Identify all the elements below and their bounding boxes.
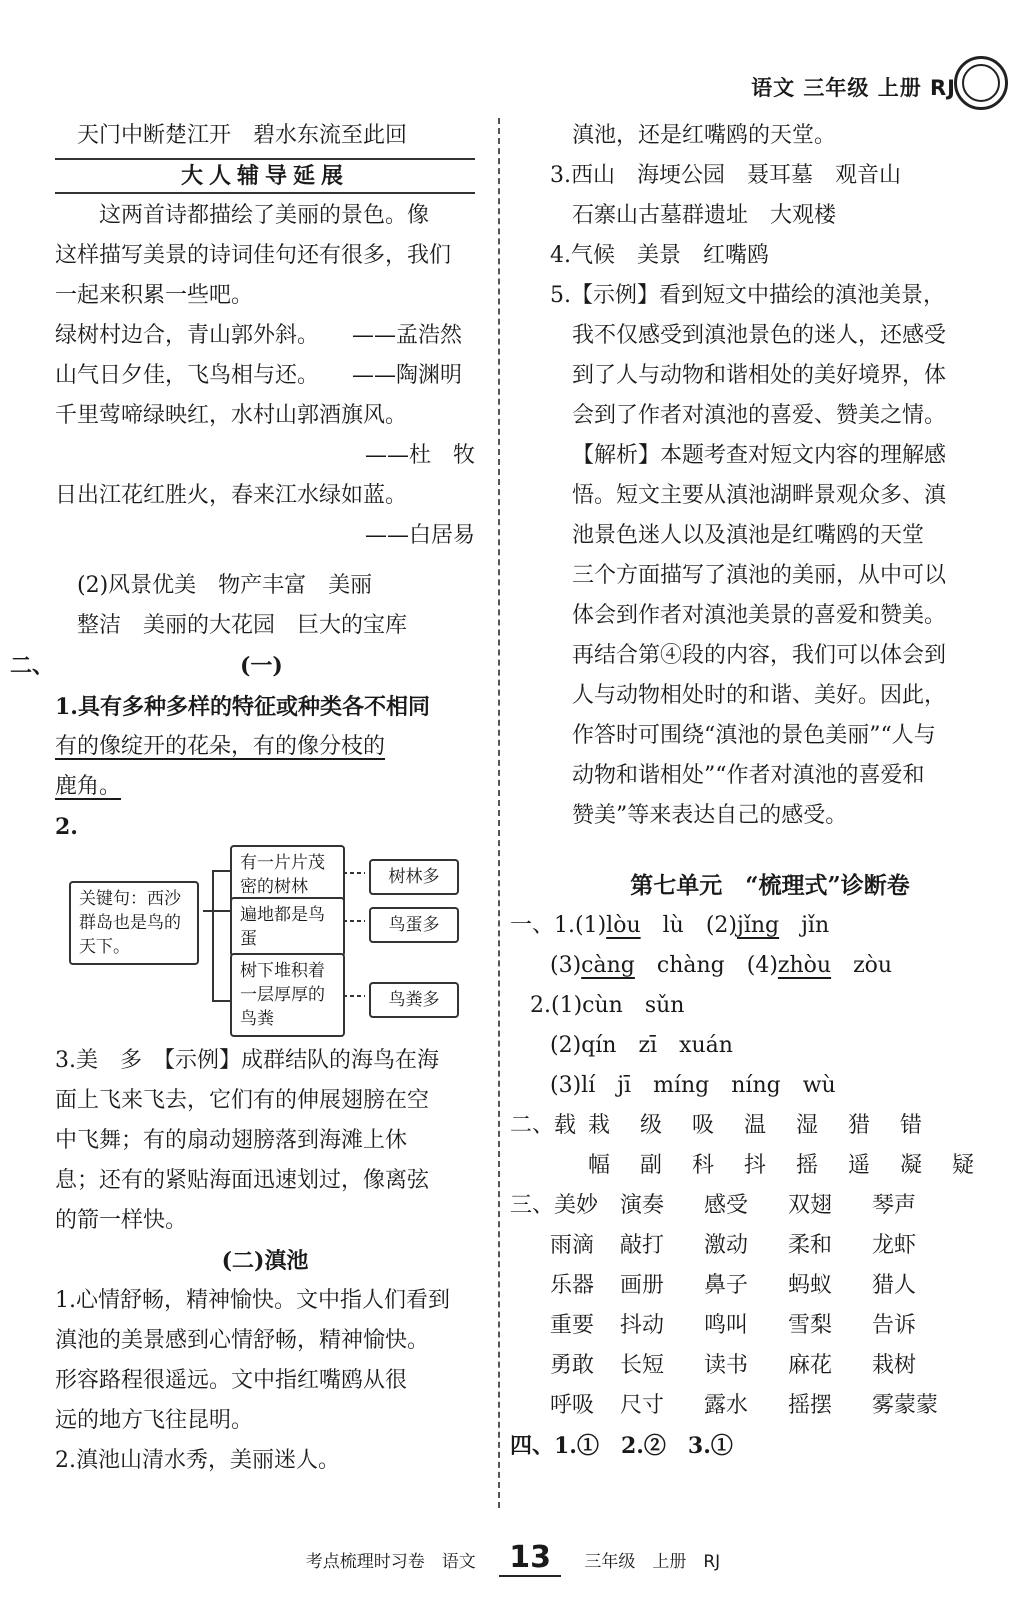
answer-line: 1.具有多种多样的特征或种类各不相同	[55, 694, 430, 720]
answer-line: 石寨山古墓群遗址 大观楼	[572, 203, 837, 228]
result-box: 鸟粪多	[369, 982, 459, 1018]
key-sentence-box: 关键句：西沙群岛也是鸟的天下。	[69, 881, 199, 965]
answer-line: 1.心情舒畅，精神愉快。文中指人们看到	[55, 1288, 450, 1313]
right-column	[510, 116, 990, 1466]
result-box: 鸟蛋多	[369, 907, 459, 943]
word-row: 三、美妙 演奏 感受 双翅 琴声	[510, 1193, 917, 1218]
answer-line: 2.滇池山清水秀，美丽迷人。	[55, 1448, 340, 1473]
answer-line: 到了人与动物和谐相处的美好境界，体	[572, 363, 947, 388]
detail-box: 树下堆积着一层厚厚的鸟粪	[230, 953, 345, 1037]
footer-right: 三年级 上册 RJ	[584, 1552, 721, 1572]
quote-author: ——杜 牧	[364, 443, 475, 468]
analysis-line: 作答时可围绕“滇池的景色美丽”“人与	[572, 723, 936, 748]
detail-box: 遍地都是鸟蛋	[230, 897, 345, 957]
section-bar-title: 大人辅导延展	[55, 156, 475, 196]
answer-line: 滇池，还是红嘴鸥的天堂。	[572, 123, 837, 148]
quote-author: ——白居易	[364, 523, 475, 548]
pinyin-line: (3)càng chàng (4)zhòu zòu	[550, 953, 893, 978]
footer-left: 考点梳理时习卷 语文	[305, 1552, 476, 1572]
char-row: 幅 副 科 抖 摇 遥 凝 疑	[588, 1153, 975, 1178]
quote-line: 绿树村边合，青山郭外斜。 ——孟浩然	[55, 323, 463, 348]
analysis-line: 赞美”等来表达自己的感受。	[572, 803, 848, 828]
answer-line: 滇池的美景感到心情舒畅，精神愉快。	[55, 1328, 430, 1353]
pinyin-line: (2)qín zī xuán	[550, 1033, 733, 1058]
pinyin-line: 2.(1)cùn sǔn	[530, 993, 685, 1018]
answer-line: 整洁 美丽的大花园 巨大的宝库	[77, 613, 408, 638]
para-line: 这样描写美景的诗词佳句还有很多，我们	[55, 243, 452, 268]
analysis-line: 体会到作者对滇池美景的喜爱和赞美。	[572, 603, 947, 628]
answer-number: 2.	[55, 814, 78, 840]
detail-box: 有一片片茂密的树林	[230, 845, 345, 905]
section-heading: 二、 (一)	[10, 653, 283, 679]
word-row: 乐器 画册 鼻子 蚂蚁 猎人	[550, 1273, 917, 1298]
analysis-line: 人与动物相处时的和谐、美好。因此，	[572, 683, 947, 708]
analysis-line: 再结合第④段的内容，我们可以体会到	[572, 643, 947, 668]
quote-line: 日出江花红胜火，春来江水绿如蓝。	[55, 483, 408, 508]
answer-line: 远的地方飞往昆明。	[55, 1408, 254, 1433]
answer-line: 4.气候 美景 红嘴鸥	[550, 243, 769, 268]
pinyin-line: (3)lí jī míng níng wù	[550, 1073, 836, 1098]
analysis-line: 悟。短文主要从滇池湖畔景观众多、滇	[572, 483, 947, 508]
quote-line: 千里莺啼绿映红，水村山郭酒旗风。	[55, 403, 408, 428]
answer-line: 5.【示例】看到短文中描绘的滇池美景，	[550, 283, 945, 308]
result-box: 树林多	[369, 859, 459, 895]
poem-line: 天门中断楚江开 碧水东流至此回	[77, 123, 408, 148]
answer-line: 有的像绽开的花朵，有的像分枝的	[55, 734, 386, 759]
analysis-line: 三个方面描写了滇池的美丽，从中可以	[572, 563, 947, 588]
analysis-line: 【解析】本题考查对短文内容的理解感	[572, 443, 947, 468]
answer-line: 我不仅感受到滇池景色的迷人，还感受	[572, 323, 947, 348]
answer-line: 的箭一样快。	[55, 1208, 188, 1233]
quote-line: 山气日夕佳，飞鸟相与还。 ——陶渊明	[55, 363, 463, 388]
answer-line: 3.西山 海埂公园 聂耳墓 观音山	[550, 163, 901, 188]
word-row: 勇敢 长短 读书 麻花 栽树	[550, 1353, 917, 1378]
answer-line: 四、1.① 2.② 3.①	[510, 1433, 733, 1459]
page-number: 13	[499, 1540, 561, 1577]
page-footer	[0, 1540, 1026, 1577]
answer-line: 形容路程很遥远。文中指红嘴鸥从很	[55, 1368, 408, 1393]
para-line: 这两首诗都描绘了美丽的景色。像	[99, 203, 430, 228]
answer-line: 面上飞来飞去，它们有的伸展翅膀在空	[55, 1088, 430, 1113]
analysis-line: 池景色迷人以及滇池是红嘴鸥的天堂	[572, 523, 925, 548]
answer-line: (2)风景优美 物产丰富 美丽	[77, 573, 373, 598]
answer-line: 会到了作者对滇池的喜爱、赞美之情。	[572, 403, 947, 428]
header-text: 语文 三年级 上册 RJ	[751, 76, 956, 100]
word-row: 雨滴 敲打 激动 柔和 龙虾	[550, 1233, 917, 1258]
pinyin-line: 一、1.(1)lòu lù (2)jǐng jǐn	[510, 913, 830, 938]
column-divider	[498, 118, 500, 1508]
brand-seal-icon	[954, 56, 1008, 110]
left-column	[10, 116, 475, 1481]
analysis-line: 动物和谐相处”“作者对滇池的喜爱和	[572, 763, 925, 788]
para-line: 一起来积累一些吧。	[55, 283, 254, 308]
word-row: 呼吸 尺寸 露水 摇摆 雾蒙蒙	[550, 1393, 939, 1418]
unit-title: 第七单元 “梳理式”诊断卷	[630, 872, 910, 899]
answer-line: 3.美 多 【示例】成群结队的海鸟在海	[55, 1048, 439, 1073]
answer-line: 中飞舞；有的扇动翅膀落到海滩上休	[55, 1128, 408, 1153]
char-row: 二、载 栽 级 吸 温 湿 猎 错	[510, 1113, 923, 1138]
mind-map-diagram	[55, 851, 475, 1039]
answer-line: 息；还有的紧贴海面迅速划过，像离弦	[55, 1168, 430, 1193]
word-row: 重要 抖动 鸣叫 雪梨 告诉	[550, 1313, 917, 1338]
subsection-title: (二)滇池	[221, 1248, 309, 1274]
answer-line: 鹿角。	[55, 774, 122, 799]
